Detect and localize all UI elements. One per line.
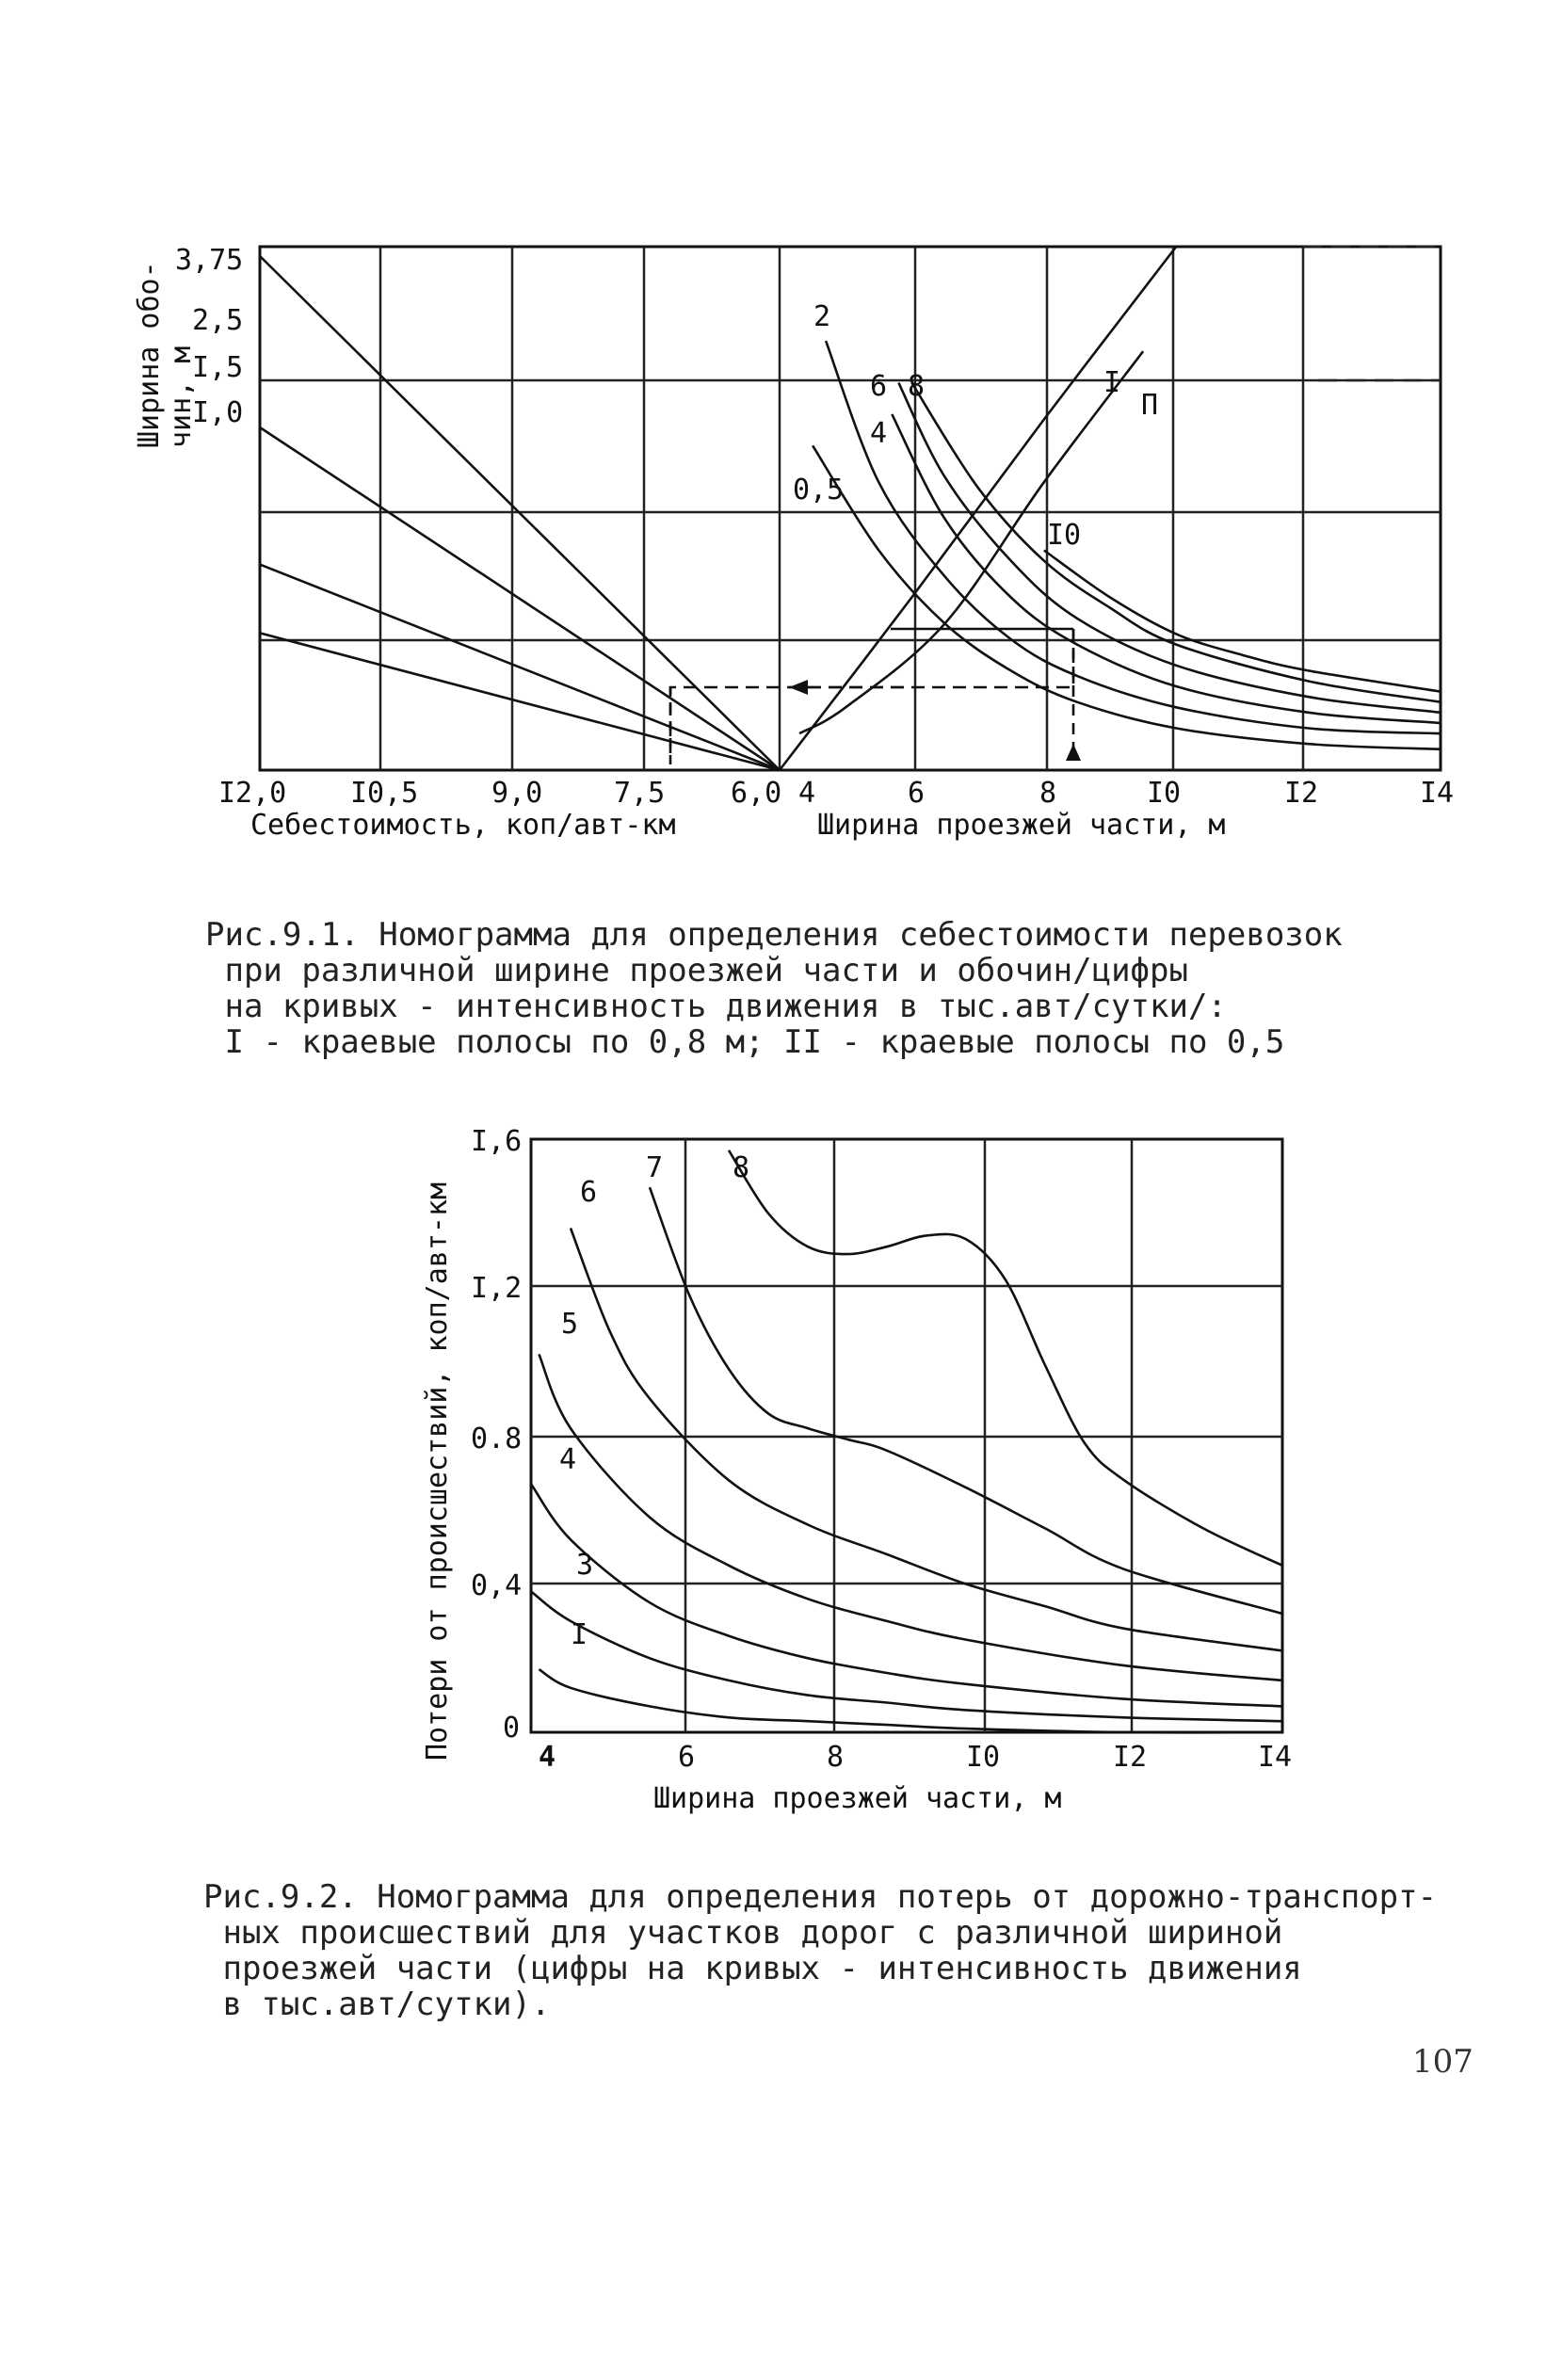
fig1-xtick-r14: I4 <box>1420 777 1455 810</box>
fig2-curve-label-4: 4 <box>559 1443 577 1476</box>
fig1-xtick-r12: I2 <box>1284 777 1319 810</box>
fig2-x-ticks <box>539 1741 1292 1774</box>
fig1-x-ticks-right <box>798 777 1454 810</box>
fig2-xlabel: Ширина проезжей части, м <box>653 1782 1062 1815</box>
page-number: 107 <box>1412 2043 1473 2081</box>
fig2-ytick-0: 0 <box>503 1712 521 1745</box>
fig1-curve-label-II: П <box>1141 389 1159 422</box>
fig1-xtick-r6: 6 <box>908 777 926 810</box>
fig2-ytick-1.2: I,2 <box>471 1272 523 1305</box>
fig1-xtick-7.5: 7,5 <box>614 777 666 810</box>
fig1-ylabel-line1: Ширина обо- <box>133 261 166 448</box>
fig1-curve-label-I: I <box>1103 366 1121 399</box>
fig2-ytick-0.8: 0.8 <box>471 1423 523 1455</box>
fig1-caption: Рис.9.1. Номограмма для определения себестоимости перевозок при различной ширине проезжей части и обочин/цифры на кривых - интенсивность движения в тыс.авт/сутки/: I - краевые полосы по 0,8 м; II - краевые полосы по 0,5 <box>205 916 1343 1061</box>
fig1-hgrid <box>260 380 1441 640</box>
fig1-xtick-r10: I0 <box>1147 777 1182 810</box>
fig1-xtick-6: 6,0 <box>731 777 782 810</box>
fig2-curve-labels <box>559 1151 749 1651</box>
fig1-x-ticks-left <box>218 777 781 810</box>
fig2-curve-label-5: 5 <box>561 1308 579 1341</box>
fig1-curve-6 <box>1044 551 1441 692</box>
fig2-caption: Рис.9.2. Номограмма для определения потерь от дорожно-транспорт- ных происшествий для участков дорог с различной шириной проезжей части (цифры на кривых - интенсивность движения в тыс.авт/сутки). <box>203 1878 1438 2023</box>
fig1-curve-label-2: 2 <box>813 300 831 333</box>
fig2-xtick-6: 6 <box>678 1741 696 1774</box>
fig1-curve-label-4: 4 <box>870 417 888 450</box>
fig2-xtick-4: 4 <box>539 1741 556 1774</box>
fig2-curve-4 <box>539 1354 1282 1680</box>
fig1-curve-label-0.5: 0,5 <box>793 474 845 507</box>
fig2-curve-label-3: 3 <box>576 1549 594 1582</box>
fig2-curve-7 <box>729 1150 1282 1566</box>
fig1-curve-4 <box>898 383 1441 713</box>
fig1-curve-label-10: I0 <box>1047 519 1082 552</box>
fig2-ytick-0.4: 0,4 <box>471 1569 523 1602</box>
fig1-xtick-r8: 8 <box>1039 777 1057 810</box>
fig1-curve-label-8: 8 <box>908 370 926 403</box>
fig1-right-curves <box>780 247 1441 770</box>
fig2-curve-label-I: I <box>571 1618 588 1651</box>
fig2-curve-5 <box>571 1229 1282 1651</box>
fig1-left-line-4 <box>260 633 780 770</box>
fig1-ytick-3.75: 3,75 <box>175 244 244 277</box>
fig2-curve-3 <box>531 1484 1282 1706</box>
fig2-y-ticks <box>471 1125 522 1745</box>
fig1-curve-label-6: 6 <box>870 370 888 403</box>
fig1-guide-horizontal <box>670 629 1073 753</box>
fig1-xtick-r4: 4 <box>798 777 816 810</box>
fig1-left-line-2 <box>260 427 780 770</box>
fig2-xtick-12: I2 <box>1113 1741 1148 1774</box>
fig1-curve-3 <box>892 414 1441 723</box>
fig1-guide-lines <box>670 629 1081 767</box>
fig1-xtick-12: I2,0 <box>218 777 287 810</box>
fig1-arrow-left <box>789 680 808 695</box>
fig1-xtick-10.5: I0,5 <box>350 777 419 810</box>
figure-2 <box>421 1125 1292 1815</box>
fig2-curve-label-7: 7 <box>646 1151 664 1184</box>
fig2-hgrid <box>531 1286 1282 1584</box>
fig1-curve-5 <box>911 383 1441 702</box>
fig1-left-line-3 <box>260 565 780 770</box>
fig2-curve-label-6: 6 <box>580 1176 598 1209</box>
fig2-curves <box>531 1150 1282 1733</box>
fig1-ytick-2.5: 2,5 <box>192 304 244 337</box>
fig2-ytick-1.6: I,6 <box>471 1125 523 1158</box>
fig1-curve-labels <box>793 300 1158 552</box>
fig1-ylabel-line2: чин, м <box>165 346 198 448</box>
fig1-curve-1 <box>813 445 1441 749</box>
fig1-xlabel-right: Ширина проезжей части, м <box>817 809 1226 842</box>
figure-1 <box>133 244 1454 842</box>
fig1-xtick-9: 9,0 <box>491 777 543 810</box>
fig2-xtick-8: 8 <box>827 1741 845 1774</box>
fig1-vgrid <box>380 247 1303 770</box>
fig1-ytick-1.5: I,5 <box>192 351 244 384</box>
fig2-xtick-10: I0 <box>966 1741 1001 1774</box>
fig1-xlabel-left: Себестоимость, коп/авт-км <box>250 809 676 842</box>
fig1-ytick-1.0: I,0 <box>192 396 244 429</box>
fig2-curve-6 <box>650 1187 1282 1614</box>
fig2-curve-label-8: 8 <box>733 1151 750 1184</box>
fig2-xtick-14: I4 <box>1258 1741 1293 1774</box>
fig2-ylabel: Потери от происшествий, коп/авт-км <box>421 1182 454 1761</box>
